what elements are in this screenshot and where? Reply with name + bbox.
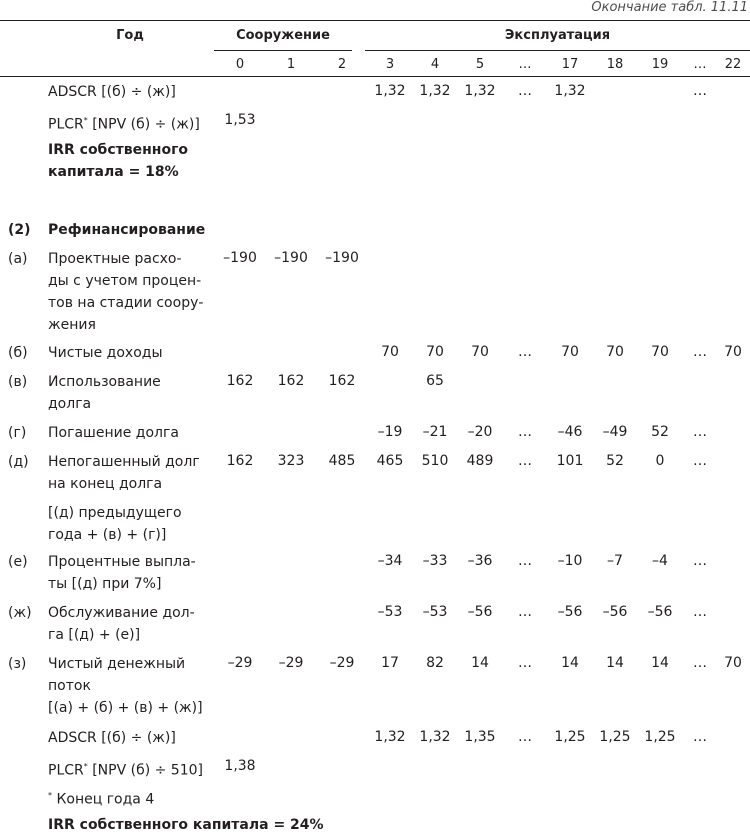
construction-underline bbox=[214, 50, 352, 51]
row-letter: (ж) bbox=[8, 605, 32, 621]
table-cell: … bbox=[518, 453, 532, 469]
table-cell: 70 bbox=[471, 344, 489, 360]
column-header: 3 bbox=[385, 57, 395, 72]
table-cell: –190 bbox=[325, 250, 359, 266]
row-label-line: Обслуживание дол- bbox=[48, 605, 195, 621]
table-cell: … bbox=[518, 604, 532, 620]
table-cell: –46 bbox=[557, 424, 583, 440]
table-cell: –29 bbox=[227, 655, 253, 671]
row-label bbox=[48, 371, 216, 415]
table-cell: 485 bbox=[328, 453, 356, 469]
table-cell: … bbox=[693, 729, 707, 745]
table-cell: … bbox=[518, 83, 532, 99]
table-cell: 65 bbox=[426, 373, 444, 389]
column-header: 18 bbox=[606, 57, 624, 72]
footnote-text: Конец года 4 bbox=[52, 791, 155, 808]
table-cell: 14 bbox=[651, 655, 669, 671]
table-cell: 14 bbox=[606, 655, 624, 671]
row-label: IRR собственного капитала = 18% bbox=[48, 142, 188, 180]
row-label-line: Чистый денежный bbox=[48, 656, 186, 672]
table-cell: … bbox=[518, 344, 532, 360]
table-cell: … bbox=[693, 604, 707, 620]
table-cell: 323 bbox=[277, 453, 305, 469]
header-bottom-rule bbox=[0, 76, 750, 77]
row-label-line: га [(д) + (е)] bbox=[48, 627, 141, 643]
row-letter: (а) bbox=[8, 251, 28, 267]
construction-header: Сооружение bbox=[236, 28, 330, 43]
row-label-line: тов на стадии соору- bbox=[48, 295, 204, 311]
table-cell: –21 bbox=[422, 424, 448, 440]
column-header: 4 bbox=[430, 57, 440, 72]
footnote bbox=[48, 785, 216, 811]
row-label: Чистые доходы bbox=[48, 345, 163, 361]
table-cell: 162 bbox=[226, 453, 254, 469]
table-cell: –10 bbox=[557, 553, 583, 569]
row-letter: (з) bbox=[8, 656, 27, 672]
table-cell: 1,32 bbox=[419, 83, 451, 99]
row-label-line: Использование bbox=[48, 374, 161, 390]
table-cell: … bbox=[518, 655, 532, 671]
table-cell: –56 bbox=[467, 604, 493, 620]
table-cell: 489 bbox=[466, 453, 494, 469]
table-cell: 70 bbox=[381, 344, 399, 360]
final-irr-note: IRR собственного капитала = 24% bbox=[48, 817, 324, 833]
row-letter: (в) bbox=[8, 374, 28, 390]
table-cell: 14 bbox=[561, 655, 579, 671]
table-cell: … bbox=[693, 553, 707, 569]
footnote-mark: * bbox=[83, 762, 88, 771]
table-caption: Окончание табл. 11.11 bbox=[591, 0, 748, 15]
column-header: 2 bbox=[337, 57, 347, 72]
row-label bbox=[48, 451, 216, 495]
year-header: Год bbox=[116, 28, 144, 43]
table-cell: –53 bbox=[422, 604, 448, 620]
table-cell: –7 bbox=[607, 553, 623, 569]
top-rule bbox=[0, 20, 750, 21]
table-cell: 1,53 bbox=[224, 112, 256, 128]
row-label bbox=[48, 756, 216, 782]
row-letter: (д) bbox=[8, 454, 29, 470]
table-cell: –190 bbox=[223, 250, 257, 266]
table-cell: 510 bbox=[421, 453, 449, 469]
row-label: ADSCR [(б) ÷ (ж)] bbox=[48, 84, 176, 100]
table-cell: –53 bbox=[377, 604, 403, 620]
table-cell: –36 bbox=[467, 553, 493, 569]
table-cell: –29 bbox=[329, 655, 355, 671]
row-letter: (е) bbox=[8, 554, 28, 570]
table-cell: –33 bbox=[422, 553, 448, 569]
row-label-line: ты [(д) при 7%] bbox=[48, 576, 162, 592]
column-header: 1 bbox=[286, 57, 296, 72]
row-label-rest: [NPV (б) ÷ (ж)] bbox=[87, 116, 200, 133]
column-header: 0 bbox=[235, 57, 245, 72]
row-label bbox=[48, 110, 216, 136]
row-label-text: PLCR bbox=[48, 116, 84, 133]
table-cell: 1,35 bbox=[464, 729, 496, 745]
table-cell: –190 bbox=[274, 250, 308, 266]
row-label-line: [(а) + (б) + (в) + (ж)] bbox=[48, 700, 203, 716]
table-cell: 162 bbox=[328, 373, 356, 389]
table-cell: 1,32 bbox=[419, 729, 451, 745]
row-label: Рефинансирование bbox=[48, 222, 206, 238]
footnote-mark: * bbox=[83, 116, 88, 125]
table-cell: 1,38 bbox=[224, 758, 256, 774]
table-cell: 1,32 bbox=[374, 83, 406, 99]
table-cell: … bbox=[693, 453, 707, 469]
table-cell: 465 bbox=[376, 453, 404, 469]
table-cell: –4 bbox=[652, 553, 668, 569]
table-cell: 101 bbox=[556, 453, 584, 469]
operation-underline bbox=[365, 50, 750, 51]
table-cell: 0 bbox=[655, 453, 665, 469]
row-label-line: на конец долга bbox=[48, 476, 163, 492]
row-label-text: PLCR bbox=[48, 762, 84, 779]
table-cell: 1,25 bbox=[644, 729, 676, 745]
row-letter: (б) bbox=[8, 345, 28, 361]
table-cell: … bbox=[693, 655, 707, 671]
table-cell: … bbox=[518, 553, 532, 569]
row-label-line: поток bbox=[48, 678, 91, 694]
table-cell: 52 bbox=[606, 453, 624, 469]
row-label bbox=[48, 551, 216, 595]
column-header: … bbox=[693, 57, 707, 72]
row-letter: (г) bbox=[8, 425, 27, 441]
table-cell: –34 bbox=[377, 553, 403, 569]
row-label-rest: [NPV (б) ÷ 510] bbox=[87, 762, 203, 779]
footnote-mark: * bbox=[48, 791, 52, 800]
column-header: 17 bbox=[561, 57, 579, 72]
table-cell: 70 bbox=[651, 344, 669, 360]
table-cell: 17 bbox=[381, 655, 399, 671]
table-cell: 14 bbox=[471, 655, 489, 671]
table-cell: –19 bbox=[377, 424, 403, 440]
table-cell: … bbox=[693, 424, 707, 440]
table-cell: 82 bbox=[426, 655, 444, 671]
table-cell: –49 bbox=[602, 424, 628, 440]
column-header: 5 bbox=[475, 57, 485, 72]
row-label-line: [(д) предыдущего bbox=[48, 505, 182, 521]
table-cell: … bbox=[518, 729, 532, 745]
table-cell: 70 bbox=[606, 344, 624, 360]
column-header: … bbox=[518, 57, 532, 72]
row-label bbox=[48, 502, 216, 546]
table-cell: –56 bbox=[602, 604, 628, 620]
table-cell: 1,32 bbox=[554, 83, 586, 99]
table-cell: 1,25 bbox=[554, 729, 586, 745]
row-label-line: Процентные выпла- bbox=[48, 554, 196, 570]
table-cell: –56 bbox=[647, 604, 673, 620]
table-cell: 70 bbox=[724, 655, 742, 671]
table-cell: –20 bbox=[467, 424, 493, 440]
table-cell: 1,32 bbox=[464, 83, 496, 99]
row-label bbox=[48, 602, 216, 646]
row-label bbox=[48, 248, 216, 336]
row-label-line: года + (в) + (г)] bbox=[48, 527, 167, 543]
row-label-line: Непогашенный долг bbox=[48, 454, 200, 470]
table-cell: 1,32 bbox=[374, 729, 406, 745]
table-cell: 1,25 bbox=[599, 729, 631, 745]
column-header: 19 bbox=[651, 57, 669, 72]
row-label: Погашение долга bbox=[48, 425, 179, 441]
row-label bbox=[48, 653, 216, 719]
table-cell: –56 bbox=[557, 604, 583, 620]
row-label-line: Проектные расхо- bbox=[48, 251, 182, 267]
table-cell: –29 bbox=[278, 655, 304, 671]
row-label-line: долга bbox=[48, 396, 92, 412]
row-label-line: жения bbox=[48, 317, 96, 333]
table-cell: 162 bbox=[277, 373, 305, 389]
operation-header: Эксплуатация bbox=[504, 28, 611, 43]
table-cell: 70 bbox=[724, 344, 742, 360]
table-cell: 70 bbox=[561, 344, 579, 360]
row-label: ADSCR [(б) ÷ (ж)] bbox=[48, 730, 176, 746]
row-letter: (2) bbox=[8, 222, 31, 238]
table-cell: 70 bbox=[426, 344, 444, 360]
table-cell: … bbox=[693, 344, 707, 360]
table-cell: 52 bbox=[651, 424, 669, 440]
table-cell: … bbox=[693, 83, 707, 99]
column-header: 22 bbox=[724, 57, 742, 72]
table-cell: … bbox=[518, 424, 532, 440]
table-cell: 162 bbox=[226, 373, 254, 389]
row-label-line: ды с учетом процен- bbox=[48, 273, 202, 289]
